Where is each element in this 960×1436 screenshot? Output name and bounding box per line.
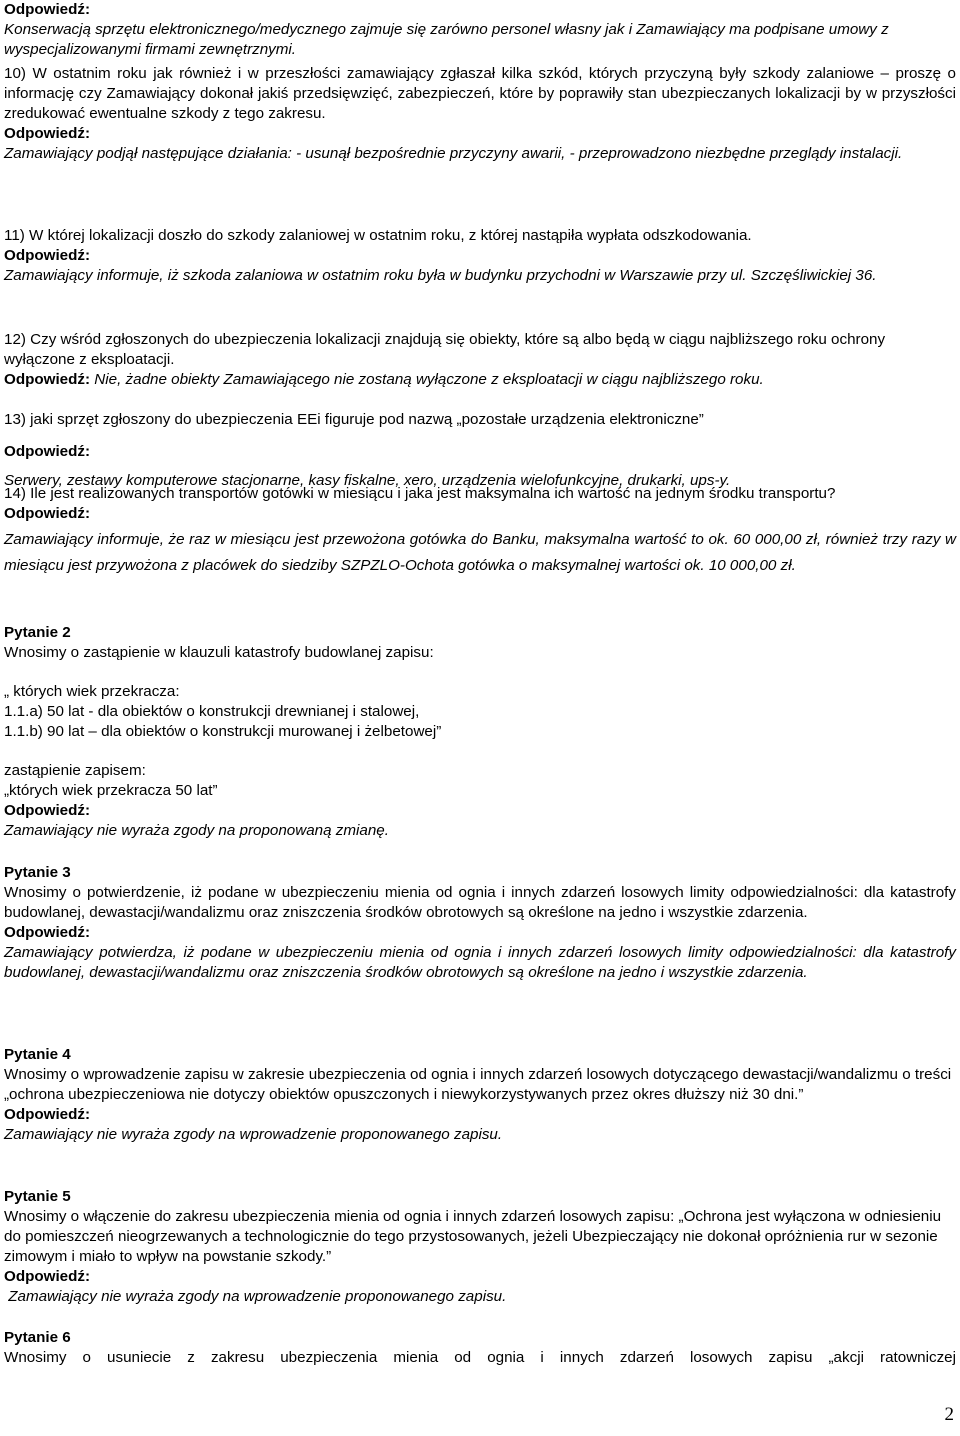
question-title: Pytanie 6 [4,1329,71,1346]
answer-label: Odpowiedź: [4,802,91,819]
question-text: 13) jaki sprzęt zgłoszony do ubezpieczenia EEi figuruje pod nazwą „pozostałe urządzenia elektroniczne” [4,411,704,428]
question-10-block [4,64,956,164]
answer-text: Serwery, zestawy komputerowe stacjonarne, kasy fiskalne, xero, urządzenia wielofunkcyjne, drukarki, ups-y. [4,472,731,489]
intro-block [4,0,956,60]
question-4-block [4,1045,956,1145]
question-text: 12) Czy wśród zgłoszonych do ubezpieczenia lokalizacji znajdują się obiekty, które są albo będą w ciągu najbliższego roku ochrony wyłączone z eksploatacji. [4,331,886,368]
question-text: 10) W ostatnim roku jak również i w przeszłości zamawiający zgłaszał kilka szkód, których przyczyną były szkody zalaniowe – proszę o informację czy Zamawiający dokonał jakiś przedsięwzięć, zabezpieczeń, które by poprawiły stan ubezpieczanych lokalizacji by w przyszłości zredukować ewentualne szkody z tego zakresu. [4,65,956,122]
question-6-block [4,1328,956,1368]
question-text: Wnosimy o potwierdzenie, iż podane w ubezpieczeniu mienia od ognia i innych zdarzeń losowych limity odpowiedzialności: dla katastrofy budowlanej, dewastacji/wandalizmu oraz zniszczenia środków obrotowych są określone na jedno i wszystkie zdarzenia. [4,884,956,921]
answer-text: Zamawiający nie wyraża zgody na wprowadzenie proponowanego zapisu. [4,1288,507,1305]
answer-label: Odpowiedź: [4,1106,91,1123]
clause-line: „których wiek przekracza 50 lat” [4,782,218,799]
question-11-block [4,226,956,286]
answer-label: Odpowiedź: [4,924,91,941]
answer-text: Zamawiający nie wyraża zgody na proponowaną zmianę. [4,822,389,839]
page-number: 2 [944,1404,954,1425]
question-text: Wnosimy o zastąpienie w klauzuli katastrofy budowlanej zapisu: [4,644,434,661]
clause-line: 1.1.a) 50 lat - dla obiektów o konstrukcji drewnianej i stalowej, [4,703,420,720]
question-text: 14) Ile jest realizowanych transportów gotówki w miesiącu i jaka jest maksymalna ich wartość na jednym środku transportu? [4,485,836,502]
clause-line: „ których wiek przekracza: [4,683,180,700]
answer-label: Odpowiedź: [4,125,91,142]
question-12-block [4,330,956,390]
answer-text: Konserwacją sprzętu elektronicznego/medycznego zajmuje się zarówno personel własny jak i Zamawiający ma podpisane umowy z wyspecjalizowanymi firmami zewnętrznymi. [4,21,889,58]
question-title: Pytanie 4 [4,1046,71,1063]
answer-text: Zamawiający podjął następujące działania: - usunął bezpośrednie przyczyny awarii, - przeprowadzono niezbędne przeglądy instalacji. [4,145,903,162]
answer-label: Odpowiedź: [4,371,91,388]
clause-line: 1.1.b) 90 lat – dla obiektów o konstrukcji murowanej i żelbetowej” [4,723,442,740]
question-title: Pytanie 3 [4,864,71,881]
answer-text: Nie, żadne obiekty Zamawiającego nie zostaną wyłączone z eksploatacji w ciągu najbliższego roku. [94,371,764,388]
question-14-block [4,484,956,579]
answer-text: Zamawiający informuje, że raz w miesiącu jest przewożona gotówka do Banku, maksymalna wartość to ok. 60 000,00 zł, również trzy razy w miesiącu jest przywożona z placówek do siedziby SZPZLO-Ochota gotówka o maksymalnej wartości ok. 10 000,00 zł. [4,531,956,574]
question-3-block [4,863,956,983]
question-text: Wnosimy o usuniecie z zakresu ubezpieczenia mienia od ognia i innych zdarzeń losowych zapisu „akcji ratowniczej [4,1349,956,1366]
answer-label: Odpowiedź: [4,1,91,18]
question-text: 11) W której lokalizacji doszło do szkody zalaniowej w ostatnim roku, z której nastąpiła wypłata odszkodowania. [4,227,752,244]
answer-text: Zamawiający informuje, iż szkoda zalaniowa w ostatnim roku była w budynku przychodni w Warszawie przy ul. Szczęśliwickiej 36. [4,267,877,284]
question-2-block [4,623,956,841]
question-text: Wnosimy o włączenie do zakresu ubezpieczenia mienia od ognia i innych zdarzeń losowych zapisu: „Ochrona jest wyłączona w odniesieniu do pomieszczeń nieogrzewanych a technologicznie do tego przystosowanych, jeżeli Ubezpieczający nie dokonał opróżnienia rur w sezonie zimowym i miało to wpływ na powstanie szkody.” [4,1208,942,1265]
question-5-block [4,1187,956,1307]
answer-label: Odpowiedź: [4,247,91,264]
question-title: Pytanie 2 [4,624,71,641]
answer-text: Zamawiający nie wyraża zgody na wprowadzenie proponowanego zapisu. [4,1126,503,1143]
question-text: Wnosimy o wprowadzenie zapisu w zakresie ubezpieczenia od ognia i innych zdarzeń losowych dotyczącego dewastacji/wandalizmu o treści „ochrona ubezpieczeniowa nie dotyczy obiektów opuszczonych i niewykorzystywanych przez okres dłuższy niż 30 dni.” [4,1066,952,1103]
question-13-block [4,410,956,491]
answer-label: Odpowiedź: [4,1268,91,1285]
answer-label: Odpowiedź: [4,505,91,522]
question-title: Pytanie 5 [4,1188,71,1205]
clause-line: zastąpienie zapisem: [4,762,146,779]
answer-text: Zamawiający potwierdza, iż podane w ubezpieczeniu mienia od ognia i innych zdarzeń losowych limity odpowiedzialności: dla katastrofy budowlanej, dewastacji/wandalizmu oraz zniszczenia środków obrotowych są określone na jedno i wszystkie zdarzenia. [4,944,956,981]
answer-label: Odpowiedź: [4,443,91,460]
